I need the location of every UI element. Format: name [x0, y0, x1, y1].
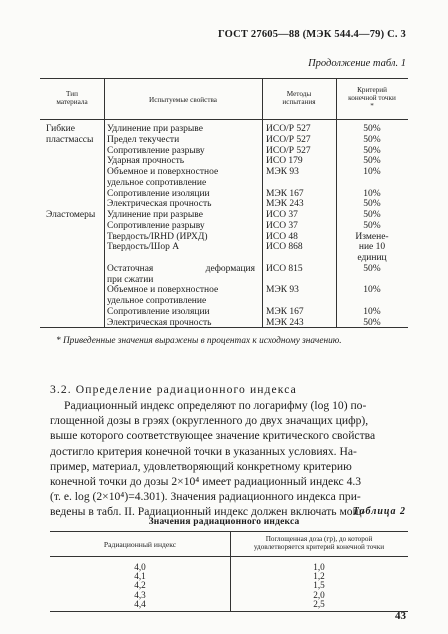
- table-1-cell-method: МЭК 167: [266, 306, 304, 317]
- table-1-header-method: Методы испытания: [282, 90, 316, 106]
- page-header: ГОСТ 27605—88 (МЭК 544.4—79) С. 3: [218, 29, 406, 40]
- table-2-cell-dose: 2,5: [313, 598, 325, 609]
- table-2-cell-index: 4,3: [134, 589, 146, 600]
- table-1-cell-method: ИСО 868: [266, 242, 303, 253]
- table-1-cell-criterion: 50%: [363, 317, 381, 328]
- table-continuation-label: Продолжение табл. 1: [308, 58, 406, 69]
- table-1-col-divider: [104, 78, 105, 327]
- table-1-cell-criterion: 50%: [363, 124, 381, 134]
- table-1-cell-property: Сопротивление изоляции: [107, 306, 210, 317]
- table-1-footnote: * Приведенные значения выражены в процентах к исходному значению.: [56, 336, 342, 346]
- table-1-cell-criterion: 10%: [363, 167, 381, 177]
- table-1-cell-method: ИСО 48: [266, 231, 298, 242]
- table-2-cell-dose: 1,5: [313, 580, 325, 591]
- table-2-cell-index: 4,0: [134, 562, 146, 572]
- table-2-cell-dose: 1,0: [313, 562, 325, 572]
- table-1-cell-property: Остаточная деформация: [107, 263, 255, 274]
- body-paragraph: [50, 398, 410, 520]
- table-2-cell-index: 4,2: [134, 580, 146, 591]
- table-1-cell-property: Ударная прочность: [107, 156, 185, 167]
- table-1-cell-property: Сопротивление изоляции: [107, 188, 210, 199]
- table-2-cell-index: 4,1: [134, 571, 146, 582]
- table-1-cell-material: Гибкие: [46, 124, 75, 134]
- section-title: 3.2. Определение радиационного индекса: [50, 383, 297, 396]
- table-1-cell-method: ИСО/Р 527: [266, 145, 311, 156]
- table-1-cell-criterion: 50%: [363, 145, 381, 156]
- table-1-cell-method: МЭК 243: [266, 317, 304, 328]
- table-2-cell-dose: 2,0: [313, 589, 325, 600]
- paragraph-line: глощенной дозы в грэях (округленного до двух значащих цифр),: [50, 414, 369, 428]
- table-1-cell-property: Удлинение при разрыве: [107, 124, 203, 134]
- table-1-cell-method: МЭК 167: [266, 188, 304, 199]
- table-1-cell-property: Объемное и поверхностное: [107, 285, 219, 296]
- table-1-cell-property: Твердость/Шор А: [107, 242, 180, 253]
- paragraph-line: достигло критерия конечной точки в указанных условиях. На-: [50, 444, 357, 458]
- table-1-header-material: Тип материала: [56, 90, 88, 106]
- table-2-header-dose: Поглощенная доза (гр), до которой удовлетворяется критерий конечной точки: [253, 535, 385, 551]
- table-1-cell-criterion: 50%: [363, 263, 381, 274]
- table-1-cell-property: удельное сопротивление: [107, 177, 207, 188]
- page-number: 43: [395, 610, 406, 622]
- table-2-cell-dose: 1,2: [313, 571, 325, 582]
- paragraph-line: конечной точки до дозы 2×10⁴ имеет радиационный индекс 4.3: [50, 474, 362, 488]
- paragraph-line: Радиационный индекс определяют по логарифму (log 10) по-: [64, 399, 367, 412]
- table-1-cell-criterion: 50%: [363, 210, 381, 220]
- table-1-cell-material: пластмассы: [46, 134, 94, 145]
- table-1-header-rule: [40, 119, 408, 120]
- table-1-header-criterion: Критерий конечной точки *: [348, 86, 396, 110]
- table-1-cell-criterion: 10%: [363, 306, 381, 317]
- table-1-cell-property: Сопротивление разрыву: [107, 145, 205, 156]
- paragraph-line: пример, материал, удовлетворяющий конкретному критерию: [50, 459, 352, 473]
- table-1-cell-method: ИСО 37: [266, 210, 298, 220]
- table-2-caption: Значения радиационного индекса: [148, 517, 300, 527]
- table-1-cell-method: ИСО 37: [266, 220, 298, 231]
- table-1-cell-method: ИСО 815: [266, 263, 303, 274]
- table-1-cell-property: удельное сопротивление: [107, 296, 207, 306]
- table-1-cell-property: Электрическая прочность: [107, 199, 212, 210]
- table-1-cell-criterion: 50%: [363, 134, 381, 145]
- table-1-cell-property: Электрическая прочность: [107, 317, 212, 328]
- table-1-cell-criterion: 10%: [363, 188, 381, 199]
- table-2-cell-index: 4,4: [134, 598, 146, 609]
- table-1-cell-criterion: 50%: [363, 220, 381, 231]
- table-1-cell-property: Объемное и поверхностное: [107, 167, 219, 177]
- paragraph-line: ведены в табл. II. Радиационный индекс должен включать мощ-: [50, 505, 366, 519]
- table-1-cell-method: ИСО 179: [266, 156, 303, 167]
- table-1-cell-property: Сопротивление разрыву: [107, 220, 205, 231]
- table-1-cell-criterion: единиц: [357, 253, 387, 263]
- table-1-cell-property: при сжатии: [107, 274, 154, 285]
- table-1-cell-material: Эластомеры: [46, 210, 96, 220]
- table-1-cell-method: ИСО/Р 527: [266, 124, 311, 134]
- table-1-cell-method: МЭК 93: [266, 285, 299, 296]
- paragraph-line: (т. е. log (2×10⁴)=4.301). Значения радиационного индекса при-: [50, 490, 361, 504]
- table-2-label: Таблица 2: [352, 506, 406, 517]
- table-2-top-rule: [50, 531, 408, 532]
- table-1-cell-criterion: 50%: [363, 199, 381, 210]
- table-1-col-divider: [262, 78, 263, 327]
- table-1-cell-property: Предел текучести: [107, 134, 180, 145]
- table-1-cell-criterion: 50%: [363, 156, 381, 167]
- table-2-header-index: Радиационный индекс: [103, 540, 177, 549]
- table-1-cell-criterion: Измене-: [355, 231, 389, 242]
- table-1-cell-criterion: 10%: [363, 285, 381, 296]
- paragraph-line: выше которого соответствующее значение критического свойства: [50, 429, 376, 443]
- table-1-header-property: Испытуемые свойства: [149, 96, 217, 104]
- table-1-cell-method: МЭК 243: [266, 199, 304, 210]
- table-1-cell-property: Твердость/IRHD (ИРХД): [107, 231, 208, 242]
- table-1-cell-method: МЭК 93: [266, 167, 299, 177]
- table-1-cell-method: ИСО/Р 527: [266, 134, 311, 145]
- table-1-top-rule: [40, 78, 408, 79]
- table-1-cell-property: Удлинение при разрыве: [107, 210, 203, 220]
- table-2-bottom-rule: [50, 611, 408, 612]
- table-1-cell-criterion: ние 10: [358, 242, 386, 253]
- table-2-header-rule: [50, 556, 408, 557]
